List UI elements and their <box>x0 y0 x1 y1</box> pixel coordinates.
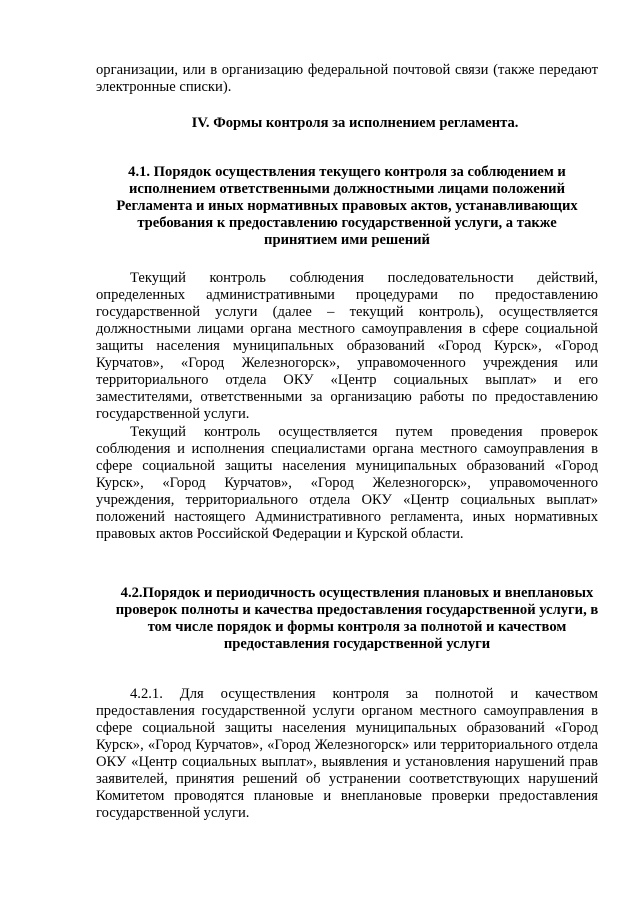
subsection-4-1-paragraph-1: Текущий контроль соблюдения последовательности действий, определенных административными процедурами по предоставлению государственной услуги (далее – текущий контроль), осуществляется должностными лицами органа местного самоуправления в сфере социальной защиты населения муниципальных образований «Город Курск», «Город Курчатов», «Город Железногорск», управомоченного учреждения или территориального отдела ОКУ «Центр социальных выплат» и его заместителями, ответственными за организацию работы по предоставлению государственной услуги. <box>96 270 598 422</box>
subsection-4-2-1-paragraph: 4.2.1. Для осуществления контроля за полнотой и качеством предоставления государственной услуги органом местного самоуправления в сфере социальной защиты населения муниципальных образований «Город Курск», «Город Курчатов», «Город Железногорск» или территориального отдела ОКУ «Центр социальных выплат», выявления и установления нарушений прав заявителей, принятия решений об устранении соответствующих нарушений Комитетом проводятся плановые и внеплановые проверки предоставления государственной услуги. <box>96 686 598 821</box>
subsection-4-2-heading: 4.2.Порядок и периодичность осуществления плановых и внеплановых проверок полноты и качества предоставления государственной услуги, в том числе порядок и формы контроля за полнотой и качеством предоставления государственной услуги <box>115 585 599 652</box>
section-heading: IV. Формы контроля за исполнением регламента. <box>191 115 519 131</box>
intro-paragraph: организации, или в организацию федеральной почтовой связи (также передают электронные списки). <box>96 62 598 95</box>
subsection-4-1-heading: 4.1. Порядок осуществления текущего контроля за соблюдением и исполнением ответственными должностными лицами положений Регламента и иных нормативных правовых актов, устанавливающих требования к предоставлению государственной услуги, а также принятием ими решений <box>116 164 578 248</box>
subsection-4-1-paragraph-2: Текущий контроль осуществляется путем проведения проверок соблюдения и исполнения специалистами органа местного самоуправления в сфере социальной защиты населения муниципальных образований «Город Курск», «Город Курчатов», «Город Железногорск», управомоченного учреждения, территориального отдела ОКУ «Центр социальных выплат» положений настоящего Административного регламента, иных нормативных правовых актов Российской Федерации и Курской области. <box>96 424 598 542</box>
